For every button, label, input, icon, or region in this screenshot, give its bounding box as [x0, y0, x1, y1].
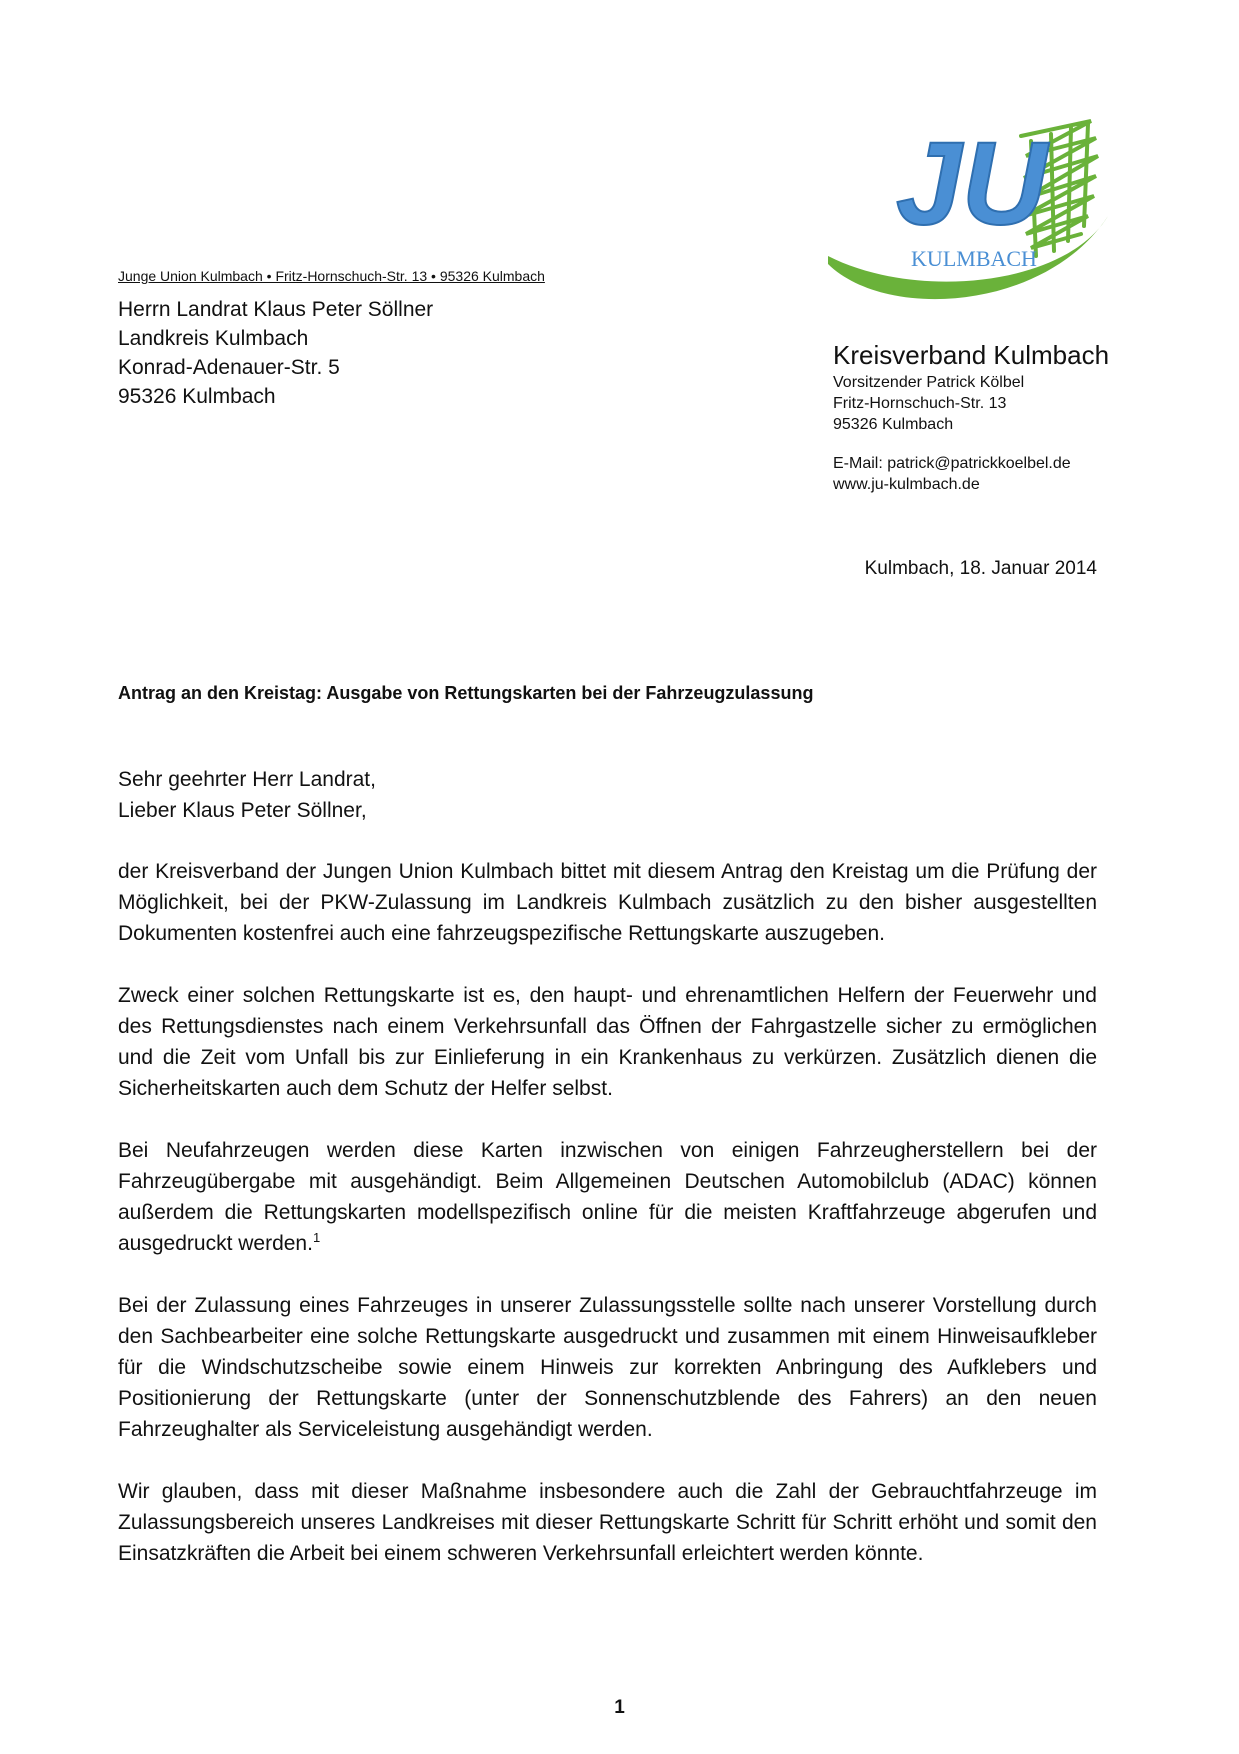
organization-info — [833, 338, 1109, 495]
organization-city: 95326 Kulmbach — [833, 416, 954, 433]
recipient-address — [118, 295, 433, 411]
sender-return-address: Junge Union Kulmbach • Fritz-Hornschuch-Str. 13 • 95326 Kulmbach — [118, 268, 545, 284]
organization-website: www.ju-kulmbach.de — [833, 476, 980, 493]
organization-street: Fritz-Hornschuch-Str. 13 — [833, 395, 1007, 412]
organization-name: Kreisverband Kulmbach — [833, 340, 1110, 370]
recipient-line: 95326 Kulmbach — [118, 385, 276, 408]
salutation-line: Sehr geehrter Herr Landrat, — [118, 768, 376, 791]
recipient-line: Landkreis Kulmbach — [118, 327, 309, 350]
recipient-line: Konrad-Adenauer-Str. 5 — [118, 356, 340, 379]
salutation-line: Lieber Klaus Peter Söllner, — [118, 799, 367, 822]
body-paragraph: der Kreisverband der Jungen Union Kulmbach bittet mit diesem Antrag den Kreistag um die Prüfung der Möglichkeit, bei der PKW-Zulassung im Landkreis Kulmbach zusätzlich zu den bisher ausgestellten Dokumenten kostenfrei auch eine fahrzeugspezifische Rettungskarte auszugeben. — [118, 860, 1097, 945]
logo-subtitle: KULMBACH — [911, 246, 1037, 271]
organization-email: E-Mail: patrick@patrickkoelbel.de — [833, 455, 1071, 472]
letter-body — [118, 856, 1097, 1600]
salutation — [118, 764, 376, 826]
logo-letters: JU — [896, 118, 1047, 250]
body-paragraph — [118, 1135, 1097, 1259]
body-paragraph: Bei der Zulassung eines Fahrzeuges in unserer Zulassungsstelle sollte nach unserer Vorstellung durch den Sachbearbeiter eine solche Rettungskarte ausgedruckt und zusammen mit einem Hinweisaufkleber für die Windschutzscheibe sowie einem Hinweis zur korrekten Anbringung des Aufklebers und Positionierung der Rettungskarte (unter der Sonnenschutzblende des Fahrers) an den neuen Fahrzeughalter als Serviceleistung ausgehändigt werden. — [118, 1294, 1097, 1441]
ju-kulmbach-logo — [826, 116, 1126, 306]
page-number: 1 — [614, 1697, 625, 1718]
recipient-line: Herrn Landrat Klaus Peter Söllner — [118, 298, 434, 321]
letter-subject: Antrag an den Kreistag: Ausgabe von Rettungskarten bei der Fahrzeugzulassung — [118, 683, 814, 703]
footnote-reference: 1 — [312, 1230, 321, 1245]
organization-chair: Vorsitzender Patrick Kölbel — [833, 374, 1025, 391]
body-paragraph-text: Bei Neufahrzeugen werden diese Karten inzwischen von einigen Fahrzeugherstellern bei der Fahrzeugübergabe mit ausgehändigt. Beim Allgemeinen Deutschen Automobilclub (ADAC) können außerdem die Rettungskarten modellspezifisch online für die meisten Kraftfahrzeuge abgerufen und ausgedruckt werden. — [118, 1139, 1097, 1255]
body-paragraph: Wir glauben, dass mit dieser Maßnahme insbesondere auch die Zahl der Gebrauchtfahrzeuge im Zulassungsbereich unseres Landkreises mit dieser Rettungskarte Schritt für Schritt erhöht und somit den Einsatzkräften die Arbeit bei einem schweren Verkehrsunfall erleichtert werden könnte. — [118, 1480, 1097, 1565]
body-paragraph: Zweck einer solchen Rettungskarte ist es, den haupt- und ehrenamtlichen Helfern der Feuerwehr und des Rettungsdienstes nach einem Verkehrsunfall das Öffnen der Fahrgastzelle sicher zu ermöglichen und die Zeit vom Unfall bis zur Einlieferung in ein Krankenhaus zu verkürzen. Zusätzlich dienen die Sicherheitskarten auch dem Schutz der Helfer selbst. — [118, 984, 1097, 1100]
letter-date: Kulmbach, 18. Januar 2014 — [864, 558, 1097, 579]
